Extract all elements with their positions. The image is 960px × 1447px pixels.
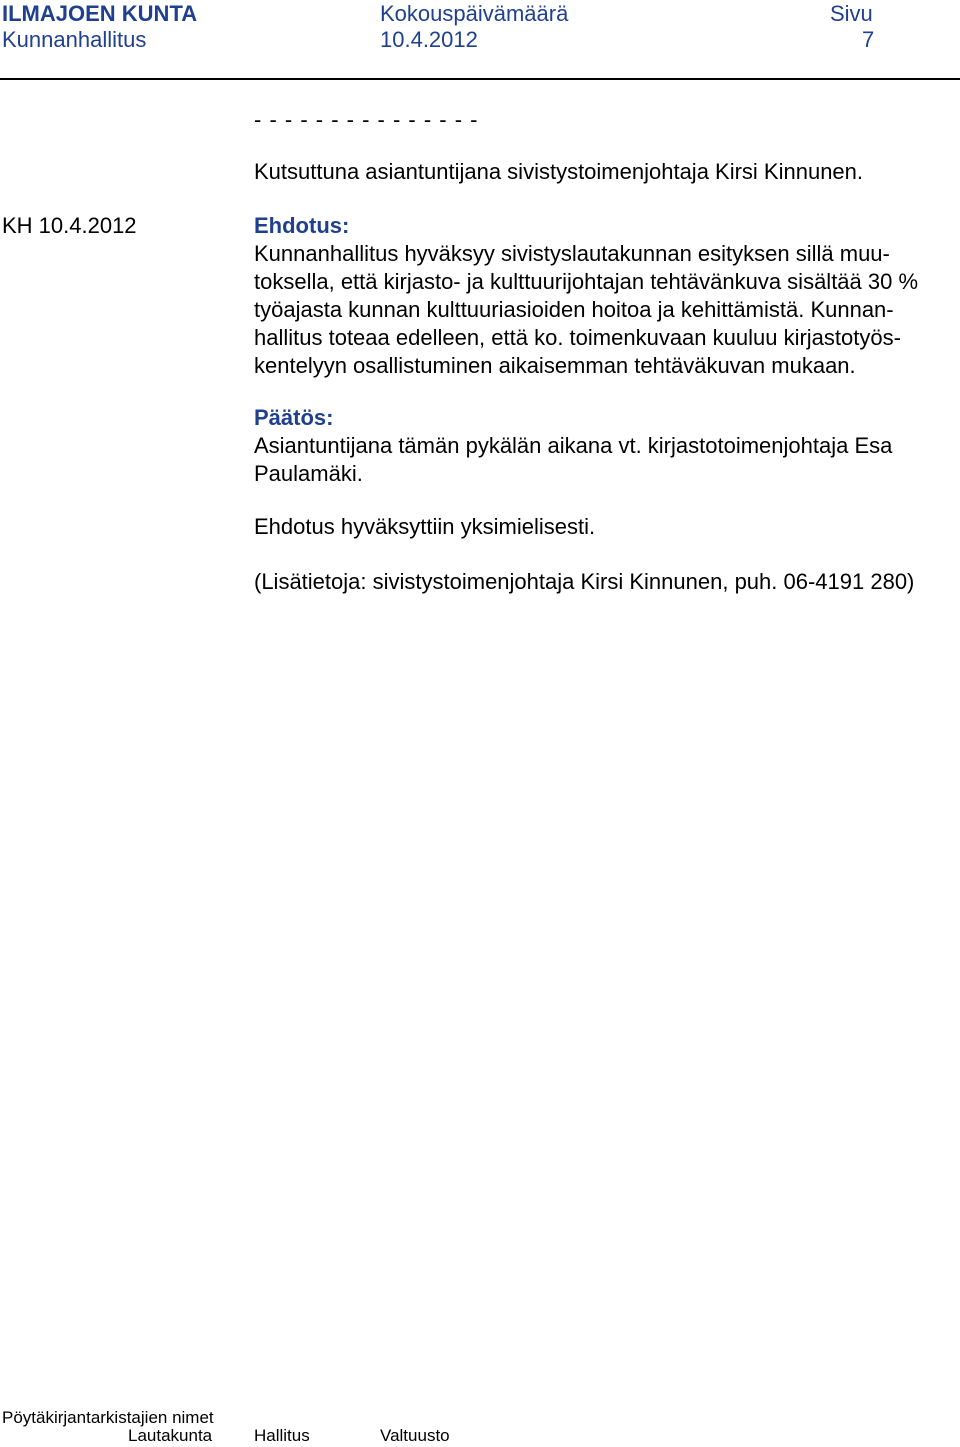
proposal-line: työajasta kunnan kulttuuriasioiden hoitoa ja kehittämistä. Kunnan- [254, 297, 894, 322]
footer-lautakunta: Lautakunta [128, 1426, 213, 1445]
decision-line: Asiantuntijana tämän pykälän aikana vt. kirjastotoimenjohtaja Esa [254, 433, 893, 458]
decision-heading: Päätös: [254, 405, 334, 430]
proposal-heading: Ehdotus: [254, 213, 350, 238]
page-label: Sivu [830, 1, 873, 26]
proposal-line: kentelyyn osallistuminen aikaisemman tehtäväkuvan mukaan. [254, 353, 856, 378]
proposal-block [254, 212, 944, 380]
body-name: Kunnanhallitus [2, 27, 147, 52]
footer-valtuusto: Valtuusto [380, 1426, 450, 1445]
municipality-name: ILMAJOEN KUNTA [2, 1, 198, 26]
additional-info: (Lisätietoja: sivistystoimenjohtaja Kirsi Kinnunen, puh. 06-4191 280) [254, 569, 915, 594]
proposal-line: toksella, että kirjasto- ja kulttuurijohtajan tehtävänkuva sisältää 30 % [254, 269, 919, 294]
page-number: 7 [862, 27, 875, 52]
proposal-line: hallitus toteaa edelleen, että ko. toimenkuvaan kuuluu kirjastotyös- [254, 325, 901, 350]
footer-checkers-label: Pöytäkirjantarkistajien nimet [2, 1408, 214, 1427]
header-divider [0, 78, 960, 80]
decision-block [254, 404, 944, 488]
decision-line: Paulamäki. [254, 461, 363, 486]
approval-text: Ehdotus hyväksyttiin yksimielisesti. [254, 514, 596, 539]
section-reference: KH 10.4.2012 [2, 213, 137, 238]
invited-expert-text: Kutsuttuna asiantuntijana sivistystoimenjohtaja Kirsi Kinnunen. [254, 159, 864, 184]
footer-hallitus: Hallitus [254, 1426, 310, 1445]
meeting-date: 10.4.2012 [380, 27, 478, 52]
proposal-line: Kunnanhallitus hyväksyy sivistyslautakunnan esityksen sillä muu- [254, 241, 890, 266]
section-separator: - - - - - - - - - - - - - - - [254, 107, 479, 132]
date-label: Kokouspäivämäärä [380, 1, 569, 26]
